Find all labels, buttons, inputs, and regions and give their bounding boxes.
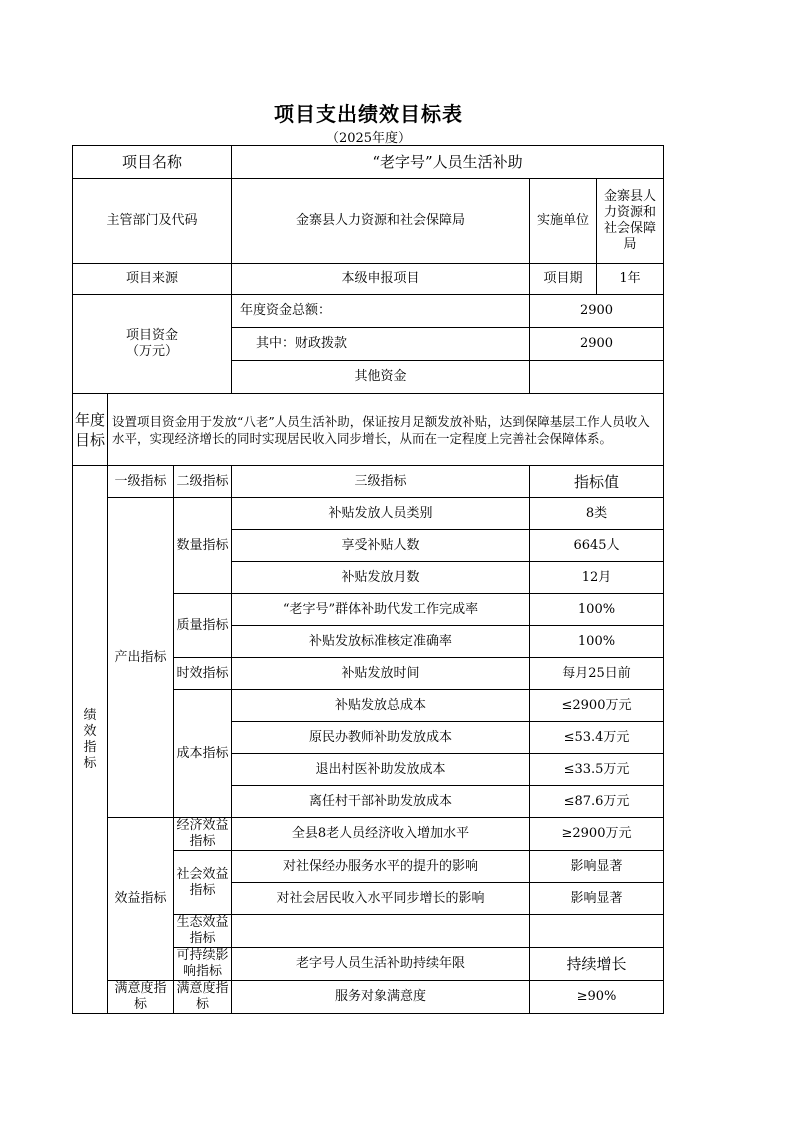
row-dept <box>73 179 664 264</box>
impl-unit-label: 实施单位 <box>530 179 597 264</box>
indicator-value: ≤33.5万元 <box>530 754 664 786</box>
indicator-name <box>232 915 530 948</box>
funds-label-line1: 项目资金 <box>125 328 178 343</box>
indicator-name: 补贴发放人员类别 <box>232 498 530 530</box>
source-label: 项目来源 <box>73 264 232 295</box>
indicator-name: 补贴发放标准核定准确率 <box>232 626 530 658</box>
indicator-name: 全县8老人员经济收入增加水平 <box>232 818 530 851</box>
indicator-value <box>530 915 664 948</box>
indicator-value: ≤2900万元 <box>530 690 664 722</box>
indicator-value: ≤87.6万元 <box>530 786 664 818</box>
indicator-name: 补贴发放总成本 <box>232 690 530 722</box>
group-social: 社会效益指标 <box>174 851 232 915</box>
table-row <box>73 818 664 851</box>
indicator-value: 100% <box>530 594 664 626</box>
indicator-value: ≤53.4万元 <box>530 722 664 754</box>
project-name-label: 项目名称 <box>73 146 232 179</box>
group-quantity: 数量指标 <box>174 498 232 594</box>
group-cost: 成本指标 <box>174 690 232 818</box>
period-label: 项目期 <box>530 264 597 295</box>
table-row <box>73 498 664 530</box>
group-output: 产出指标 <box>108 498 174 818</box>
row-project-name <box>73 146 664 179</box>
indicator-name: 对社会居民收入水平同步增长的影响 <box>232 883 530 915</box>
indicator-value: ≥2900万元 <box>530 818 664 851</box>
indicator-name: 补贴发放月数 <box>232 562 530 594</box>
indicator-value: 100% <box>530 626 664 658</box>
fund-other-value <box>530 361 664 394</box>
indicator-name: 享受补贴人数 <box>232 530 530 562</box>
indicator-value: 6645人 <box>530 530 664 562</box>
indicator-value: ≥90% <box>530 981 664 1014</box>
group-satisfaction-level1: 满意度指标 <box>108 981 174 1014</box>
fund-other-label: 其他资金 <box>232 361 530 394</box>
source-value: 本级申报项目 <box>232 264 530 295</box>
fund-finance-label: 其中：财政拨款 <box>232 328 530 361</box>
indicator-name: 老字号人员生活补助持续年限 <box>232 948 530 981</box>
page-title: 项目支出绩效目标表 <box>274 102 463 126</box>
header-value: 指标值 <box>530 466 664 498</box>
row-indicator-header <box>73 466 664 498</box>
fund-finance-value: 2900 <box>530 328 664 361</box>
indicator-value: 12月 <box>530 562 664 594</box>
group-satisfaction-level2: 满意度指标 <box>174 981 232 1014</box>
indicator-value: 影响显著 <box>530 851 664 883</box>
fund-total-value: 2900 <box>530 295 664 328</box>
funds-label <box>73 295 232 394</box>
indicator-name: 离任村干部补助发放成本 <box>232 786 530 818</box>
impl-unit-value: 金寨县人力资源和社会保障局 <box>597 179 664 264</box>
indicator-name: 退出村医补助发放成本 <box>232 754 530 786</box>
group-quality: 质量指标 <box>174 594 232 658</box>
group-benefit: 效益指标 <box>108 818 174 981</box>
page-subtitle: （2025年度） <box>325 131 412 146</box>
group-sustainable: 可持续影响指标 <box>174 948 232 981</box>
funds-label-line2: （万元） <box>125 344 178 359</box>
row-fund-total <box>73 295 664 328</box>
project-name-value: “老字号”人员生活补助 <box>232 146 664 179</box>
group-ecological: 生态效益指标 <box>174 915 232 948</box>
indicators-section-label: 绩效指标 <box>73 466 108 1014</box>
dept-value: 金寨县人力资源和社会保障局 <box>232 179 530 264</box>
table-row <box>73 981 664 1014</box>
annual-goal-text: 设置项目资金用于发放“八老”人员生活补助，保证按月足额发放补贴，达到保障基层工作人员收入水平，实现经济增长的同时实现居民收入同步增长，从而在一定程度上完善社会保障体系。 <box>108 394 664 466</box>
indicator-name: “老字号”群体补助代发工作完成率 <box>232 594 530 626</box>
indicator-name: 服务对象满意度 <box>232 981 530 1014</box>
indicator-name: 补贴发放时间 <box>232 658 530 690</box>
indicator-value: 持续增长 <box>530 948 664 981</box>
group-economic: 经济效益指标 <box>174 818 232 851</box>
header-level2: 二级指标 <box>174 466 232 498</box>
group-timeliness: 时效指标 <box>174 658 232 690</box>
fund-total-label: 年度资金总额： <box>232 295 530 328</box>
indicator-name: 原民办教师补助发放成本 <box>232 722 530 754</box>
header-level1: 一级指标 <box>108 466 174 498</box>
indicator-value: 8类 <box>530 498 664 530</box>
annual-goal-label: 年度目标 <box>73 394 108 466</box>
indicator-name: 对社保经办服务水平的提升的影响 <box>232 851 530 883</box>
performance-table <box>72 145 664 1014</box>
row-annual-goal <box>73 394 664 466</box>
period-value: 1年 <box>597 264 664 295</box>
dept-label: 主管部门及代码 <box>73 179 232 264</box>
indicator-value: 影响显著 <box>530 883 664 915</box>
indicator-value: 每月25日前 <box>530 658 664 690</box>
row-source <box>73 264 664 295</box>
header-level3: 三级指标 <box>232 466 530 498</box>
